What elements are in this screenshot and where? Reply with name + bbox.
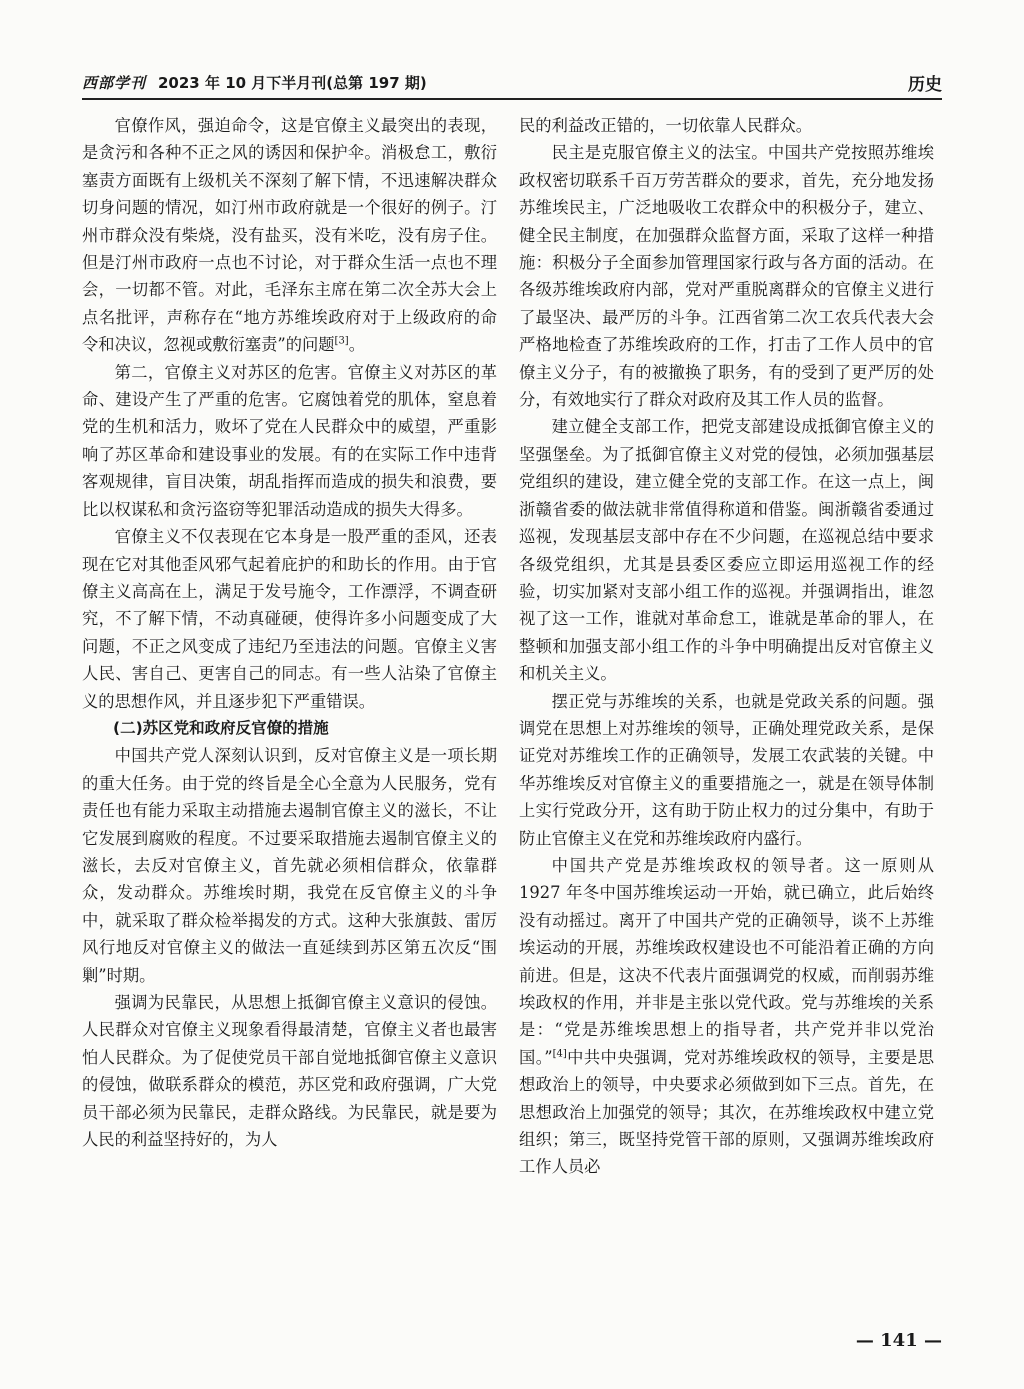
paragraph: 第二，官僚主义对苏区的危害。官僚主义对苏区的革命、建设产生了严重的危害。它腐蚀着党的肌体，窒息着党的生机和活力，败坏了党在人民群众中的威望，严重影响了苏区革命和建设事业的发展。有的在实际工作中违背客观规律，盲目决策，胡乱指挥而造成的损失和浪费，要比以权谋私和贪污盗窃等犯罪活动造成的损失大得多。 (82, 362, 497, 519)
citation-ref: [3] (334, 335, 349, 347)
right-column (519, 112, 934, 1181)
paragraph: 中国共产党是苏维埃政权的领导者。这一原则从 1927 年冬中国苏维埃运动一开始，就已确立，此后始终没有动摇过。离开了中国共产党的正确领导，谈不上苏维埃运动的开展，苏维埃政权建设也不可能沿着正确的方向前进。但是，这决不代表片面强调党的权威，而削弱苏维埃政权的作用，并非是主张以党代政。党与苏维埃的关系是：“党是苏维埃思想上的指导者，共产党并非以党治国。”[4]中共中央强调，党对苏维埃政权的领导，主要是思想政治上的领导，中央要求必须做到如下三点。首先，在思想政治上加强党的领导；其次，在苏维埃政权中建立党组织；第三，既坚持党管干部的原则，又强调苏维埃政府工作人员必 (519, 855, 934, 1177)
paragraph-continued: 民的利益改正错的，一切依靠人民群众。 (519, 116, 813, 135)
running-header (82, 66, 942, 100)
paragraph: 强调为民靠民，从思想上抵御官僚主义意识的侵蚀。人民群众对官僚主义现象看得最清楚，官僚主义者也最害怕人民群众。为了促使党员干部自觉地抵御官僚主义意识的侵蚀，做联系群众的模范，苏区党和政府强调，广大党员干部必须为民靠民，走群众路线。为民靠民，就是要为人民的利益坚持好的，为人 (82, 993, 497, 1150)
paragraph: 官僚主义不仅表现在它本身是一股严重的歪风，还表现在它对其他歪风邪气起着庇护的和助长的作用。由于官僚主义高高在上，满足于发号施令，工作漂浮，不调查研究，不了解下情，不动真碰硬，使得许多小问题变成了大问题，不正之风变成了违纪乃至违法的问题。官僚主义害人民、害自己、更害自己的同志。有一些人沾染了官僚主义的思想作风，并且逐步犯下严重错误。 (82, 527, 497, 711)
issue-info: 2023 年 10 月下半月刊(总第 197 期) (158, 74, 427, 92)
section-label: 历史 (908, 75, 942, 95)
paragraph: 民主是克服官僚主义的法宝。中国共产党按照苏维埃政权密切联系千百万劳苦群众的要求，首先，充分地发扬苏维埃民主，广泛地吸收工农群众中的积极分子，建立、健全民主制度，在加强群众监督方面，采取了这样一种措施：积极分子全面参加管理国家行政与各方面的活动。在各级苏维埃政府内部，党对严重脱离群众的官僚主义进行了最坚决、最严厉的斗争。江西省第二次工农兵代表大会严格地检查了苏维埃政府的工作，打击了工作人员中的官僚主义分子，有的被撤换了职务，有的受到了更严厉的处分，有效地实行了群众对政府及其工作人员的监督。 (519, 143, 934, 410)
section-heading: (二)苏区党和政府反官僚的措施 (113, 718, 329, 737)
citation-ref: [4] (552, 1048, 567, 1060)
paragraph: 中国共产党人深刻认识到，反对官僚主义是一项长期的重大任务。由于党的终旨是全心全意为人民服务，党有责任也有能力采取主动措施去遏制官僚主义的滋长，不让它发展到腐败的程度。不过要采取措施去遏制官僚主义的滋长，去反对官僚主义，首先就必须相信群众，依靠群众，发动群众。苏维埃时期，我党在反官僚主义的斗争中，就采取了群众检举揭发的方式。这种大张旗鼓、雷厉风行地反对官僚主义的做法一直延续到苏区第五次反“围剿”时期。 (82, 746, 497, 985)
page-number: — 141 — (855, 1330, 942, 1351)
paragraph: 摆正党与苏维埃的关系，也就是党政关系的问题。强调党在思想上对苏维埃的领导，正确处理党政关系，是保证党对苏维埃工作的正确领导，发展工农武装的关键。中华苏维埃反对官僚主义的重要措施之一，就是在领导体制上实行党政分开，这有助于防止权力的过分集中，有助于防止官僚主义在党和苏维埃政府内盛行。 (519, 691, 934, 848)
left-column (82, 112, 497, 1153)
paragraph: 建立健全支部工作，把党支部建设成抵御官僚主义的坚强堡垒。为了抵御官僚主义对党的侵蚀，必须加强基层党组织的建设，建立健全党的支部工作。在这一点上，闽浙赣省委的做法就非常值得称道和借鉴。闽浙赣省委通过巡视，发现基层支部中存在不少问题，在巡视总结中要求各级党组织，尤其是县委区委应立即运用巡视工作的经验，切实加紧对支部小组工作的巡视。并强调指出，谁忽视了这一工作，谁就对革命怠工，谁就是革命的罪人，在整顿和加强支部小组工作的斗争中明确提出反对官僚主义和机关主义。 (519, 417, 934, 684)
paragraph: 官僚作风，强迫命令，这是官僚主义最突出的表现，是贪污和各种不正之风的诱因和保护伞。消极怠工，敷衍塞责方面既有上级机关不深刻了解下情，不迅速解决群众切身问题的情况，如汀州市政府就是一个很好的例子。汀州市群众没有柴烧，没有盐买，没有米吃，没有房子住。但是汀州市政府一点也不讨论，对于群众生活一点也不理会，一切都不管。对此，毛泽东主席在第二次全苏大会上点名批评，声称存在“地方苏维埃政府对于上级政府的命令和决议，忽视或敷衍塞责”的问题[3]。 (82, 116, 497, 355)
journal-logo: 西部学刊 (82, 74, 147, 92)
